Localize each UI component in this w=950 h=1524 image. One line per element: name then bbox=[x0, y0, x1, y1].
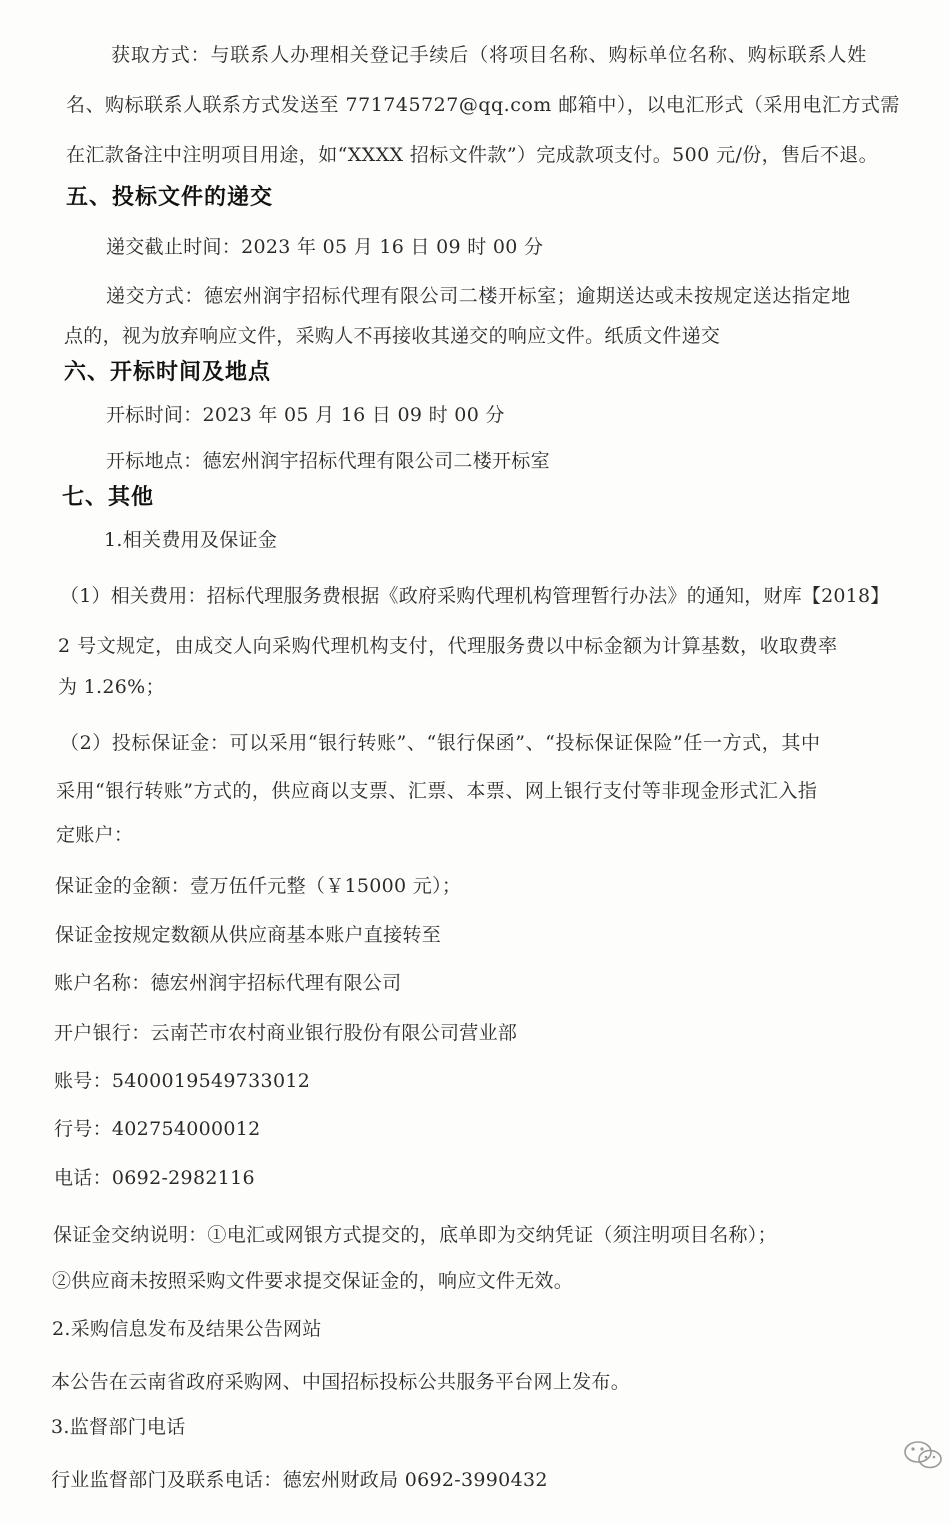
item-1-title: 1.相关费用及保证金 bbox=[104, 529, 278, 551]
obtain-method-line-1: 获取方式：与联系人办理相关登记手续后（将项目名称、购标单位名称、购标联系人姓 bbox=[111, 44, 868, 66]
section-heading-other: 七、其他 bbox=[62, 485, 155, 510]
section-heading-opening: 六、开标时间及地点 bbox=[64, 360, 272, 385]
opening-time: 开标时间：2023 年 05 月 16 日 09 时 00 分 bbox=[106, 404, 505, 426]
supervision-contact: 行业监督部门及联系电话：德宏州财政局 0692-3990432 bbox=[51, 1469, 548, 1491]
deposit-line-2: 采用“银行转账”方式的，供应商以支票、汇票、本票、网上银行支付等非现金形式汇入指 bbox=[56, 780, 818, 802]
submission-method-line-1: 递交方式：德宏州润宇招标代理有限公司二楼开标室；逾期送达或未按规定送达指定地 bbox=[106, 285, 851, 307]
publish-note: 本公告在云南省政府采购网、中国招标投标公共服务平台网上发布。 bbox=[51, 1371, 631, 1393]
submission-method-line-2: 点的，视为放弃响应文件，采购人不再接收其递交的响应文件。纸质文件递交 bbox=[64, 325, 721, 347]
account-number: 账号：5400019549733012 bbox=[54, 1070, 311, 1092]
deposit-amount: 保证金的金额：壹万伍仟元整（￥15000 元）； bbox=[55, 875, 462, 897]
item-2-title: 2.采购信息发布及结果公告网站 bbox=[52, 1318, 322, 1340]
opening-place: 开标地点：德宏州润宇招标代理有限公司二楼开标室 bbox=[106, 450, 550, 472]
deposit-transfer-note: 保证金按规定数额从供应商基本账户直接转至 bbox=[55, 924, 442, 946]
fee-line-2: 2 号文规定，由成交人向采购代理机构支付，代理服务费以中标金额为计算基数，收取费率 bbox=[58, 635, 838, 657]
deposit-line-1: （2）投标保证金：可以采用“银行转账”、“银行保函”、“投标保证保险”任一方式，其中 bbox=[60, 732, 821, 754]
obtain-method-line-3: 在汇款备注中注明项目用途，如“XXXX 招标文件款”）完成款项支付。500 元/份，售后不退。 bbox=[66, 144, 879, 166]
deposit-note-line-1: 保证金交纳说明：①电汇或网银方式提交的，底单即为交纳凭证（须注明项目名称）； bbox=[53, 1224, 777, 1246]
deposit-line-3: 定账户： bbox=[56, 824, 134, 846]
wechat-watermark-icon bbox=[900, 1432, 944, 1476]
bank-name: 开户银行：云南芒市农村商业银行股份有限公司营业部 bbox=[54, 1022, 518, 1044]
contact-phone: 电话：0692-2982116 bbox=[54, 1167, 255, 1189]
fee-line-3: 为 1.26%； bbox=[58, 676, 165, 698]
bank-number: 行号：402754000012 bbox=[54, 1118, 261, 1140]
section-heading-submission: 五、投标文件的递交 bbox=[66, 185, 274, 210]
submission-deadline: 递交截止时间：2023 年 05 月 16 日 09 时 00 分 bbox=[106, 236, 544, 258]
obtain-method-line-2: 名、购标联系人联系方式发送至 771745727@qq.com 邮箱中），以电汇形式（采用电汇方式需 bbox=[66, 94, 900, 116]
item-3-title: 3.监督部门电话 bbox=[51, 1416, 186, 1438]
deposit-note-line-2: ②供应商未按照采购文件要求提交保证金的，响应文件无效。 bbox=[52, 1270, 574, 1292]
account-name: 账户名称：德宏州润宇招标代理有限公司 bbox=[54, 972, 402, 994]
fee-line-1: （1）相关费用：招标代理服务费根据《政府采购代理机构管理暂行办法》的通知，财库【2018】 bbox=[60, 585, 890, 607]
